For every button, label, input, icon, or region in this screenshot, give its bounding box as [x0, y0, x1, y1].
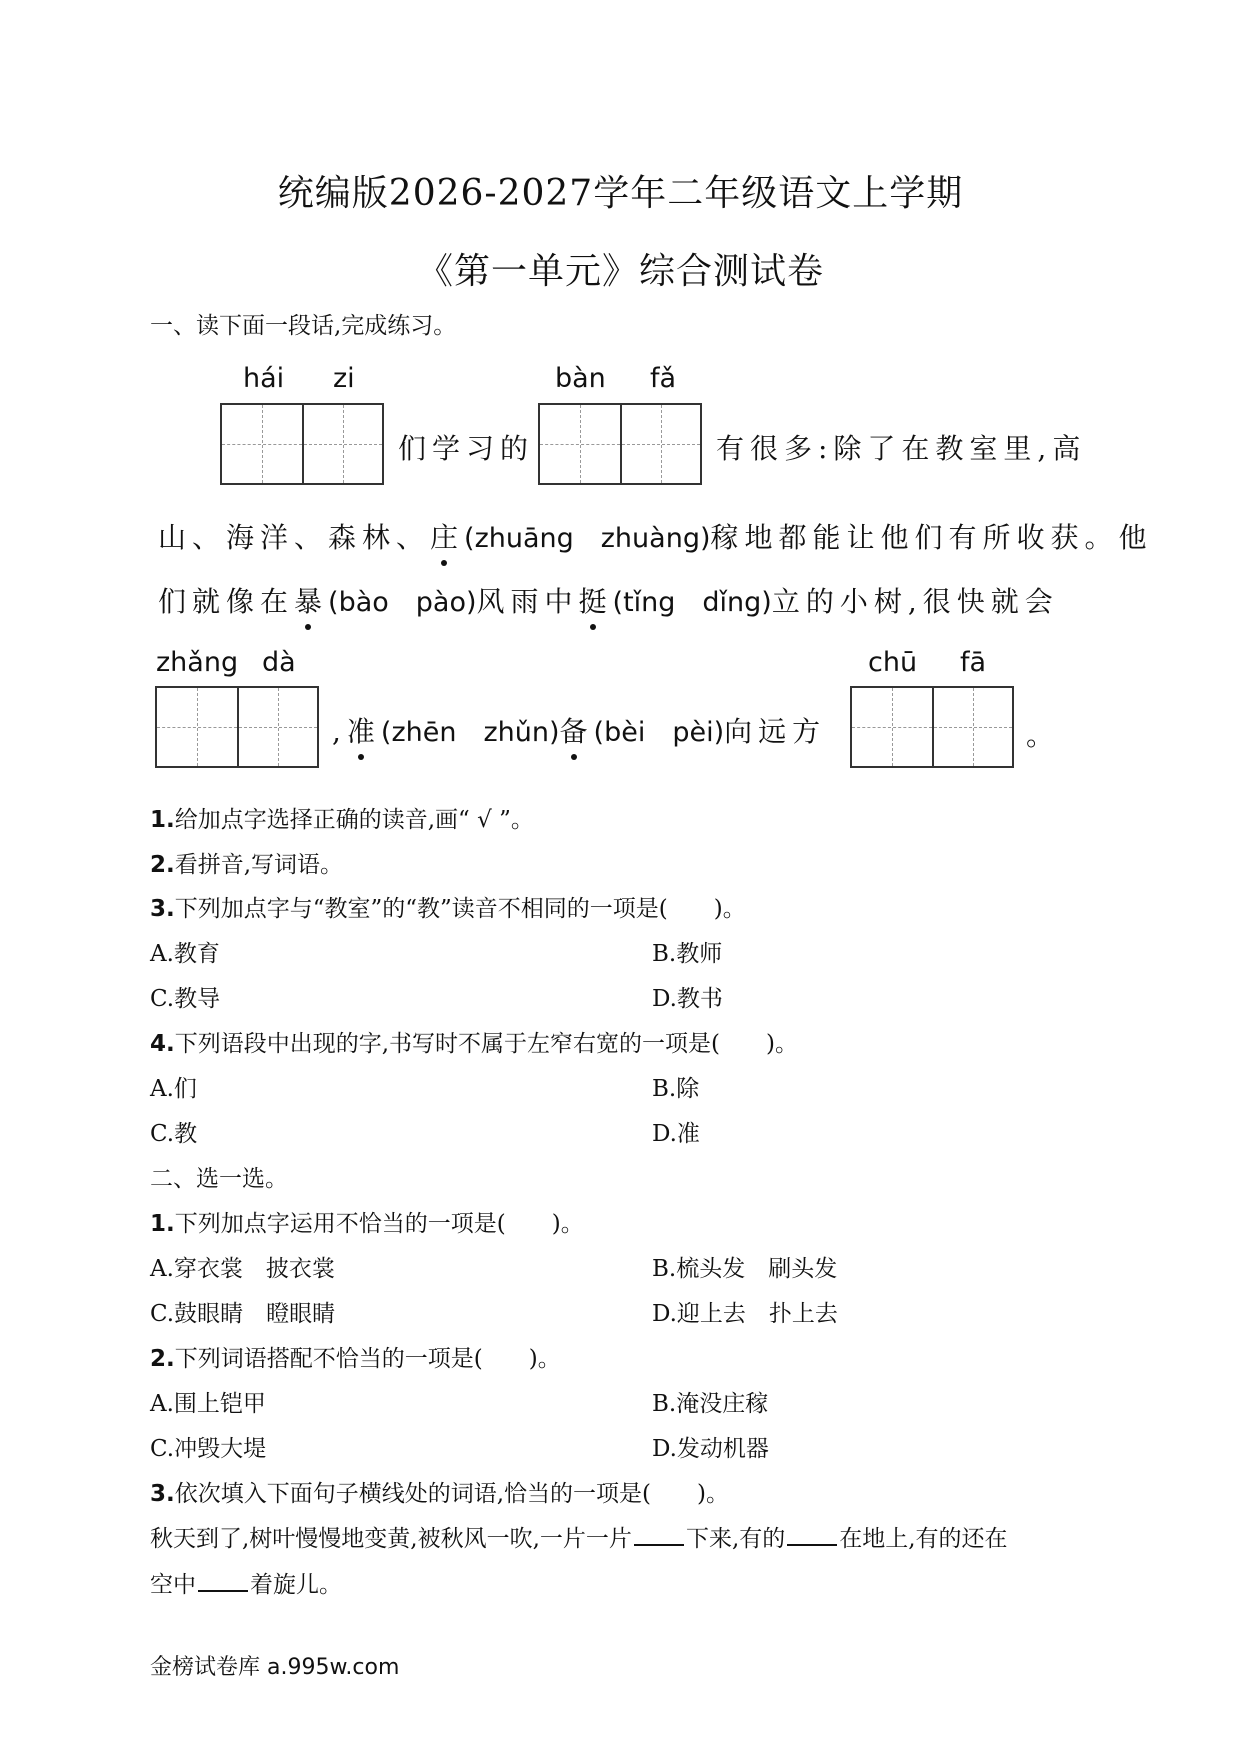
passage-text: 们学习的: [398, 432, 535, 465]
option-d[interactable]: D.教书: [652, 986, 723, 1012]
answer-box-1[interactable]: [220, 403, 384, 485]
answer-box-2[interactable]: [538, 403, 702, 485]
options-row: [150, 1250, 1050, 1283]
question-1-1: 1.给加点字选择正确的读音,画“ √ ”。: [150, 807, 534, 833]
pinyin-hai: hái: [243, 363, 285, 394]
option-a[interactable]: A.围上铠甲: [150, 1391, 266, 1417]
question-1-2: 2.看拼音,写词语。: [150, 852, 344, 878]
answer-box-3[interactable]: [155, 686, 319, 768]
option-b[interactable]: B.除: [652, 1076, 700, 1102]
answer-box-4[interactable]: [850, 686, 1014, 768]
option-d[interactable]: D.准: [652, 1121, 700, 1147]
option-d[interactable]: D.发动机器: [652, 1436, 769, 1462]
options-row: [150, 1385, 1050, 1418]
options-row: [150, 935, 1050, 968]
pinyin-choice: (tǐng dǐng): [612, 587, 772, 618]
options-row: [150, 1295, 1050, 1328]
option-b[interactable]: B.淹没庄稼: [652, 1391, 769, 1417]
section1-heading: 一、读下面一段话,完成练习。: [150, 313, 457, 339]
question-2-2: 2.下列词语搭配不恰当的一项是( )。: [150, 1346, 561, 1372]
question-2-3: 3.依次填入下面句子横线处的词语,恰当的一项是( )。: [150, 1481, 730, 1507]
pinyin-chu: chū: [868, 647, 918, 678]
pinyin-zi: zi: [333, 363, 355, 394]
fill-sentence: 秋天到了,树叶慢慢地变黄,被秋风一吹,一片一片 下来,有的 在地上,有的还在: [150, 1526, 1008, 1552]
section2-heading: 二、选一选。: [150, 1166, 288, 1192]
dotted-char: 挺: [579, 580, 613, 620]
option-c[interactable]: C.教: [150, 1121, 198, 1147]
option-c[interactable]: C.冲毁大堤: [150, 1436, 267, 1462]
pinyin-da: dà: [262, 647, 296, 678]
dotted-char: 暴: [294, 580, 328, 620]
dotted-char: 准: [347, 710, 381, 750]
pinyin-ban: bàn: [555, 363, 606, 394]
passage-line-4: ,准(zhēn zhǔn)备(bèi pèi)向远方: [332, 710, 826, 750]
blank[interactable]: [787, 1543, 837, 1546]
option-c[interactable]: C.鼓眼睛 瞪眼睛: [150, 1301, 336, 1327]
passage-end: 。: [1026, 719, 1061, 752]
option-d[interactable]: D.迎上去 扑上去: [652, 1301, 838, 1327]
options-row: [150, 1430, 1050, 1463]
blank[interactable]: [634, 1543, 684, 1546]
option-b[interactable]: B.梳头发 刷头发: [652, 1256, 838, 1282]
blank[interactable]: [198, 1589, 248, 1592]
option-a[interactable]: A.穿衣裳 披衣裳: [150, 1256, 335, 1282]
question-1-4: 4.下列语段中出现的字,书写时不属于左窄右宽的一项是( )。: [150, 1031, 799, 1057]
pinyin-choice: (bào pào): [328, 587, 477, 618]
options-row: [150, 1070, 1050, 1103]
option-b[interactable]: B.教师: [652, 941, 723, 967]
dotted-char: 庄: [430, 516, 464, 556]
footer-watermark: 金榜试卷库 a.995w.com: [150, 1655, 400, 1680]
option-a[interactable]: A.教育: [150, 941, 220, 967]
dotted-char: 备: [560, 710, 594, 750]
passage-text: 有很多:除了在教室里,高: [716, 432, 1087, 465]
pinyin-zhang: zhǎng: [156, 647, 239, 678]
page-title: 统编版2026-2027学年二年级语文上学期: [277, 173, 964, 214]
question-1-3: 3.下列加点字与“教室”的“教”读音不相同的一项是( )。: [150, 896, 746, 922]
options-row: [150, 980, 1050, 1013]
passage-line-2: 山、海洋、森林、庄(zhuāng zhuàng)稼地都能让他们有所收获。他: [158, 516, 1153, 556]
pinyin-fa: fǎ: [650, 363, 677, 394]
option-c[interactable]: C.教导: [150, 986, 221, 1012]
page-subtitle: 《第一单元》综合测试卷: [416, 251, 824, 292]
pinyin-choice: (zhēn zhǔn): [380, 717, 560, 748]
pinyin-fa2: fā: [960, 647, 987, 678]
fill-sentence-cont: 空中 着旋儿。: [150, 1572, 342, 1598]
option-a[interactable]: A.们: [150, 1076, 197, 1102]
passage-line-3: 们就像在暴(bào pào)风雨中挺(tǐng dǐng)立的小树,很快就会: [158, 580, 1059, 620]
question-2-1: 1.下列加点字运用不恰当的一项是( )。: [150, 1211, 584, 1237]
pinyin-choice: (zhuāng zhuàng): [464, 523, 711, 554]
options-row: [150, 1115, 1050, 1148]
pinyin-choice: (bèi pèi): [593, 717, 725, 748]
